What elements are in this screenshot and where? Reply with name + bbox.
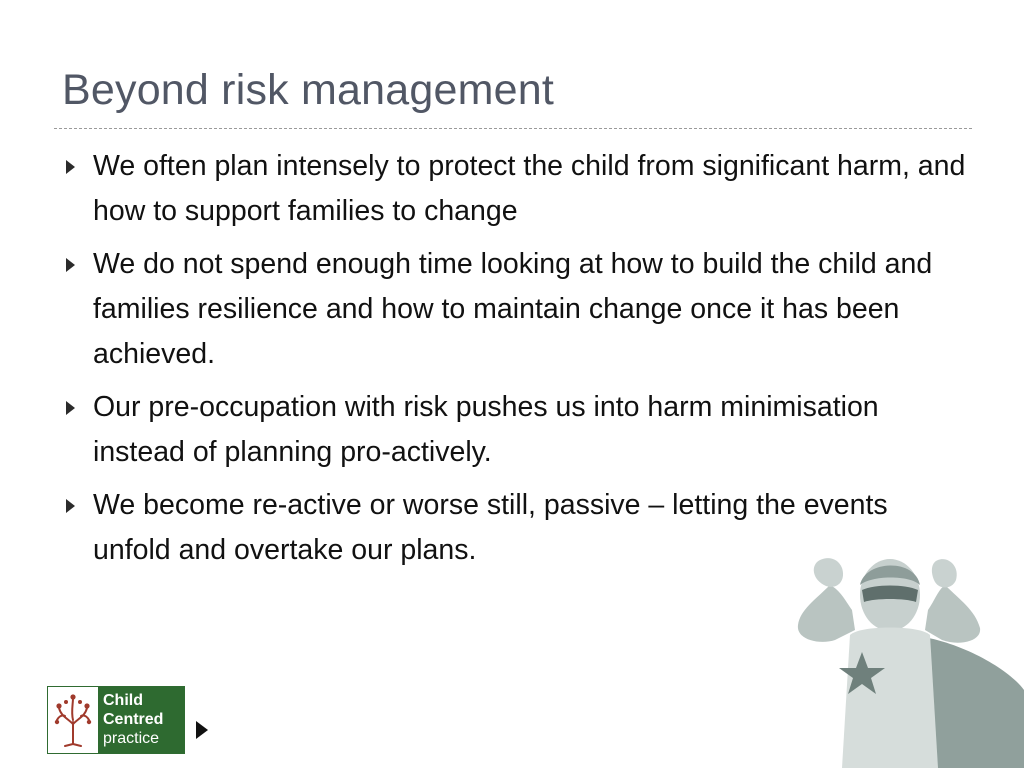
triangle-right-icon — [66, 401, 75, 415]
bullet-text: We do not spend enough time looking at how to build the child and families resilience and how to maintain change once it has been achieved. — [93, 248, 933, 370]
logo-text — [98, 687, 184, 753]
triangle-right-icon — [66, 258, 75, 272]
bullet-list — [62, 144, 967, 581]
play-arrow-icon[interactable] — [196, 721, 208, 739]
bullet-text: We often plan intensely to protect the child from significant harm, and how to support families to change — [93, 150, 966, 227]
triangle-right-icon — [66, 499, 75, 513]
superhero-child-image — [760, 540, 1024, 768]
logo-line-1: Child — [103, 692, 143, 709]
slide-title: Beyond risk management — [62, 66, 554, 114]
tree-people-icon — [48, 687, 98, 753]
logo-line-2: Centred — [103, 711, 164, 728]
child-centred-practice-logo — [47, 686, 185, 754]
bullet-item — [62, 144, 967, 234]
bullet-item — [62, 242, 967, 377]
triangle-right-icon — [66, 160, 75, 174]
title-divider — [54, 128, 972, 129]
bullet-text: We become re-active or worse still, passive – letting the events unfold and overtake our plans. — [93, 489, 888, 566]
bullet-text: Our pre-occupation with risk pushes us into harm minimisation instead of planning pro-actively. — [93, 391, 879, 468]
bullet-item — [62, 385, 967, 475]
logo-line-3: practice — [103, 730, 160, 747]
